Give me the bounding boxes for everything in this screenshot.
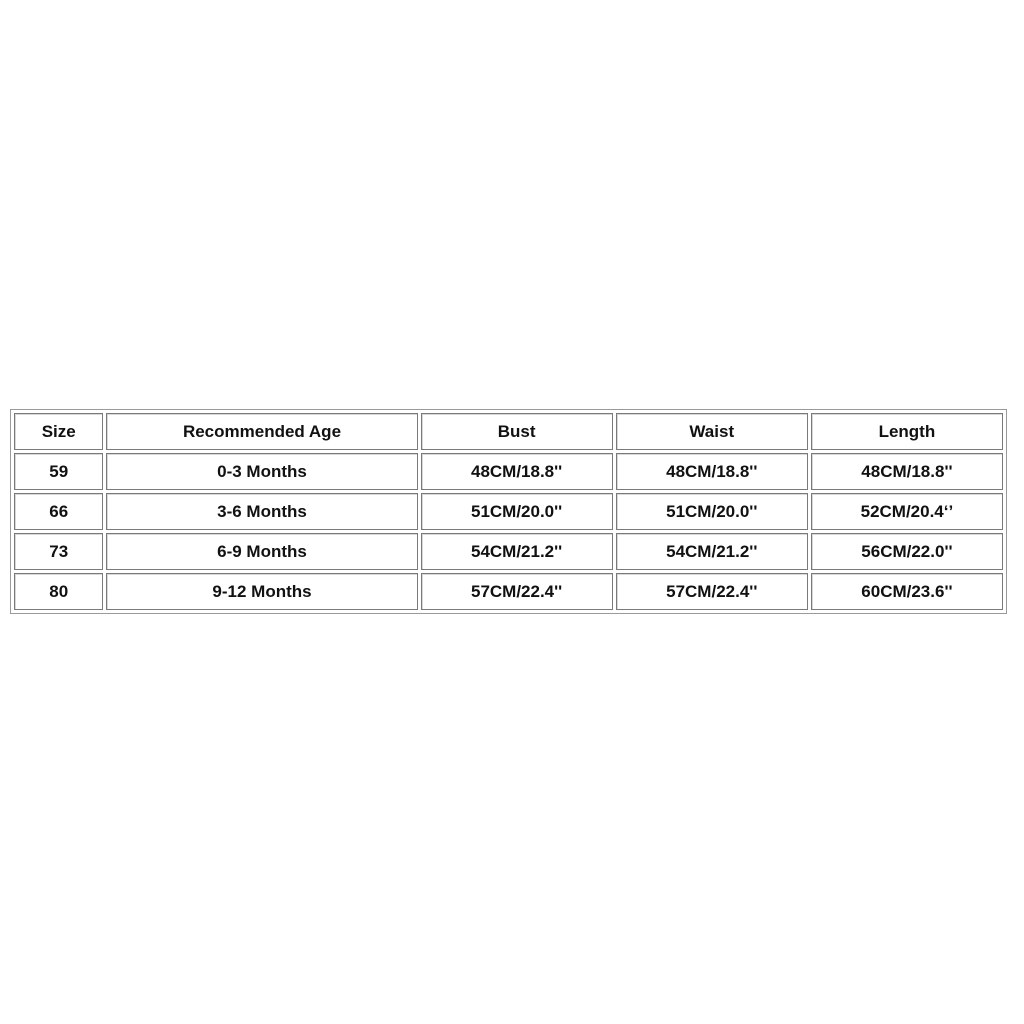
cell-length: 48CM/18.8'' xyxy=(811,453,1003,490)
cell-bust: 51CM/20.0'' xyxy=(421,493,613,530)
header-size: Size xyxy=(14,413,103,450)
cell-bust: 48CM/18.8'' xyxy=(421,453,613,490)
cell-recommended-age: 6-9 Months xyxy=(106,533,417,570)
header-bust: Bust xyxy=(421,413,613,450)
size-chart xyxy=(10,409,1007,614)
cell-size: 66 xyxy=(14,493,103,530)
header-waist: Waist xyxy=(616,413,808,450)
cell-size: 80 xyxy=(14,573,103,610)
table-row xyxy=(14,573,1003,610)
cell-recommended-age: 0-3 Months xyxy=(106,453,417,490)
cell-bust: 57CM/22.4'' xyxy=(421,573,613,610)
cell-length: 60CM/23.6'' xyxy=(811,573,1003,610)
table-row xyxy=(14,533,1003,570)
cell-recommended-age: 3-6 Months xyxy=(106,493,417,530)
cell-length: 52CM/20.4‘’ xyxy=(811,493,1003,530)
cell-waist: 51CM/20.0'' xyxy=(616,493,808,530)
cell-recommended-age: 9-12 Months xyxy=(106,573,417,610)
cell-waist: 54CM/21.2'' xyxy=(616,533,808,570)
table-row xyxy=(14,493,1003,530)
cell-size: 73 xyxy=(14,533,103,570)
cell-size: 59 xyxy=(14,453,103,490)
cell-waist: 57CM/22.4'' xyxy=(616,573,808,610)
cell-length: 56CM/22.0'' xyxy=(811,533,1003,570)
cell-bust: 54CM/21.2'' xyxy=(421,533,613,570)
header-recommended-age: Recommended Age xyxy=(106,413,417,450)
cell-waist: 48CM/18.8'' xyxy=(616,453,808,490)
header-length: Length xyxy=(811,413,1003,450)
header-row xyxy=(14,413,1003,450)
size-chart-table xyxy=(11,410,1006,613)
table-row xyxy=(14,453,1003,490)
